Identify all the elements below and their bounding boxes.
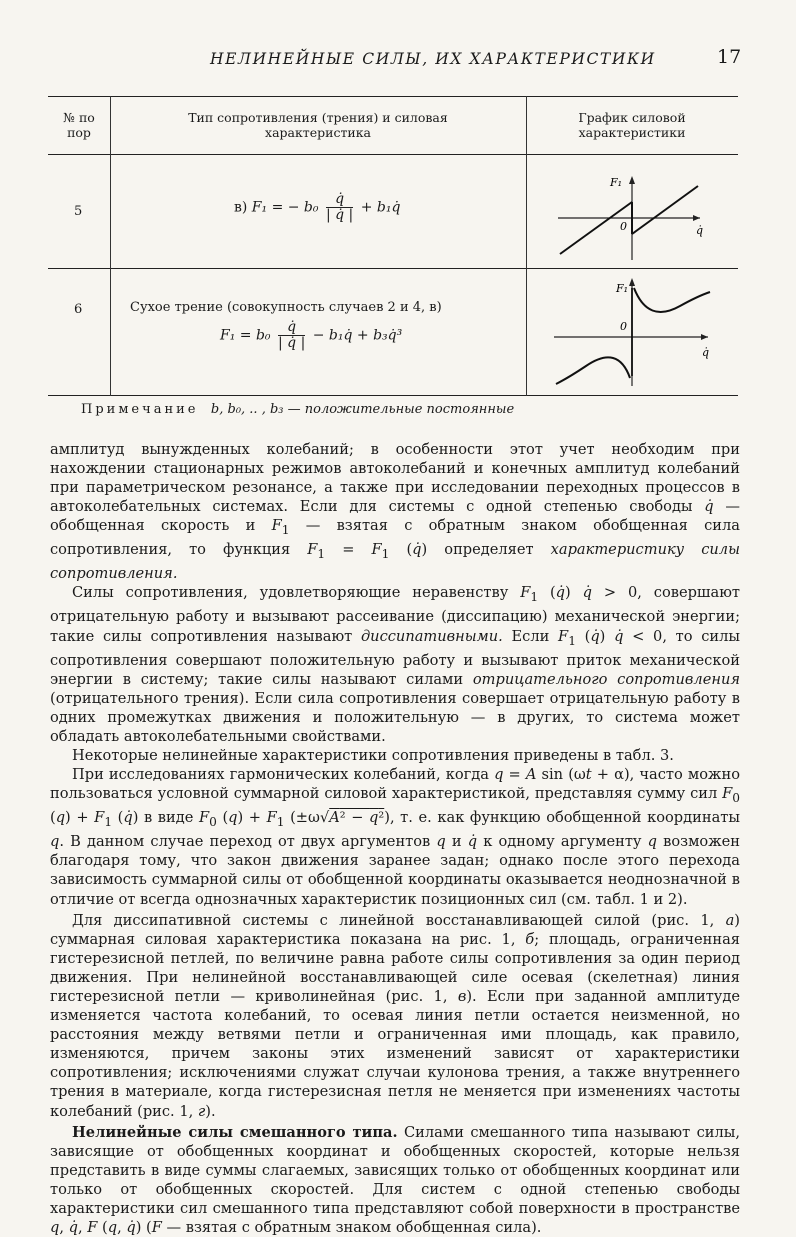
paragraph: Нелинейные силы смешанного типа. Силами смешанного типа называют силы, зависящие от обобщенных координат и обобщенных скоростей, которые нельзя представить в виде суммы слагаемых, зависящих только от обобщенных координат или только от обобщенных скоростей. Для систем с одной степенью свободы характеристики сил смешанного типа представляют собой поверхности в пространстве q, q̇, F (q, q̇) (F — взятая с обратным знаком обобщенная сила).: [50, 1123, 741, 1237]
row-number: 5: [74, 204, 83, 219]
page-header: [0, 46, 796, 72]
table-header-rule: [48, 154, 738, 155]
table-row-rule: [48, 268, 738, 269]
page-number: 17: [717, 46, 742, 68]
row-number: 6: [74, 302, 83, 317]
row6-description: Сухое трение (совокупность случаев 2 и 4, в): [130, 300, 442, 315]
row6-formula: F₁ = b₀ $\frac{q̇}{| q̇ |}$ − b₁q̇ + b₃q̇³: [220, 319, 403, 351]
table-note: [81, 402, 514, 417]
col-header-type: Тип сопротивления (трения) и силовая характеристика: [188, 110, 448, 140]
body-text: [50, 440, 740, 1237]
resistance-table: [48, 96, 738, 396]
col-header-number: № по пор: [63, 110, 95, 140]
row6-graph: [548, 274, 718, 392]
table-col-divider-1: [110, 96, 111, 396]
note-label: Примечание: [81, 402, 199, 417]
paragraph: Для диссипативной системы с линейной восстанавливающей силой (рис. 1, а) суммарная силовая характеристика показана на рис. 1, б; площадь, ограниченная гистерезисной петлей, по величине равна работе силы сопротивления за один период движения. При нелинейной восстанавливающей силе осевая (скелетная) линия гистерезисной петли — криволинейная (рис. 1, в). Если при заданной амплитуде изменяется частота колебаний, то осевая линия петли остается неизменной, но расстояния между ветвями петли и ограниченная ими площадь, как правило, изменяются, причем законы этих изменений зависят от характеристики сопротивления; исключениями служат случаи кулонова трения, а также внутреннего трения в материале, когда гистерезисная петля не меняется при изменениях частоты колебаний (рис. 1, г).: [50, 911, 740, 1120]
table-col-divider-2: [526, 96, 527, 396]
paragraph: амплитуд вынужденных колебаний; в особенности этот учет необходим при нахождении стационарных режимов автоколебаний и конечных амплитуд колебаний при параметрическом резонансе, а также при исследовании переходных процессов в автоколебательных системах. Если для системы с одной степенью свободы q̇ — обобщенная скорость и $F_1$ — взятая с обратным знаком обобщенная сила сопротивления, то функция $F_1 = F_1$ (q̇) определяет характеристику силы сопротивления.: [50, 441, 740, 583]
row5-graph: [548, 172, 708, 264]
graph-axis-label-f1: F₁: [616, 282, 629, 295]
col-header-graph: График силовой характеристики: [578, 110, 686, 140]
graph-axis-label-q: q̇: [696, 224, 704, 237]
paragraph: Силы сопротивления, удовлетворяющие неравенству $F_1$ (q̇) q̇ > 0, совершают отрицательную работу и вызывают рассеивание (диссипацию) механической энергии; такие силы сопротивления называют диссипативными. Если $F_1$ (q̇) q̇ < 0, то силы сопротивления совершают положительную работу и вызывают приток механической энергии в систему; такие силы называют силами отрицательного сопротивления (отрицательного трения). Если сила сопротивления совершает отрицательную работу в одних промежутках движения и положительную — в других, то система может обладать автоколебательными свойствами.: [50, 584, 741, 745]
note-text: b, b₀, .. , b₃ — положительные постоянные: [210, 402, 515, 417]
graph-axis-label-q: q̇: [702, 346, 710, 359]
graph-origin-label: 0: [620, 320, 627, 333]
graph-origin-label: 0: [620, 220, 627, 233]
running-title: НЕЛИНЕЙНЫЕ СИЛЫ, ИХ ХАРАКТЕРИСТИКИ: [210, 50, 656, 68]
paragraph: При исследованиях гармонических колебаний, когда q = A sin (ωt + α), часто можно пользоваться условной суммарной силовой характеристикой, представляя сумму сил $F_0$ $(q) + F_1$ (q̇) в виде $F_0$ $(q) + F_1$ (±ω√A² − q²), т. е. как функцию обобщенной координаты q. В данном случае переход от двух аргументов q и q̇ к одному аргументу q возможен благодаря тому, что закон движения заранее задан; однако после этого перехода зависимость суммарной силы от обобщенной координаты оказывается неоднозначной в отличие от всегда однозначных характеристик позиционных сил (см. табл. 1 и 2).: [50, 766, 740, 908]
table-bottom-rule: [48, 395, 738, 396]
row5-formula: в) F₁ = − b₀ $\frac{q̇}{| q̇ |}$ + b₁q̇: [234, 191, 401, 223]
graph-axis-label-f1: F₁: [610, 176, 623, 189]
paragraph: Некоторые нелинейные характеристики сопротивления приведены в табл. 3.: [72, 747, 674, 765]
table-top-rule: [48, 96, 738, 97]
